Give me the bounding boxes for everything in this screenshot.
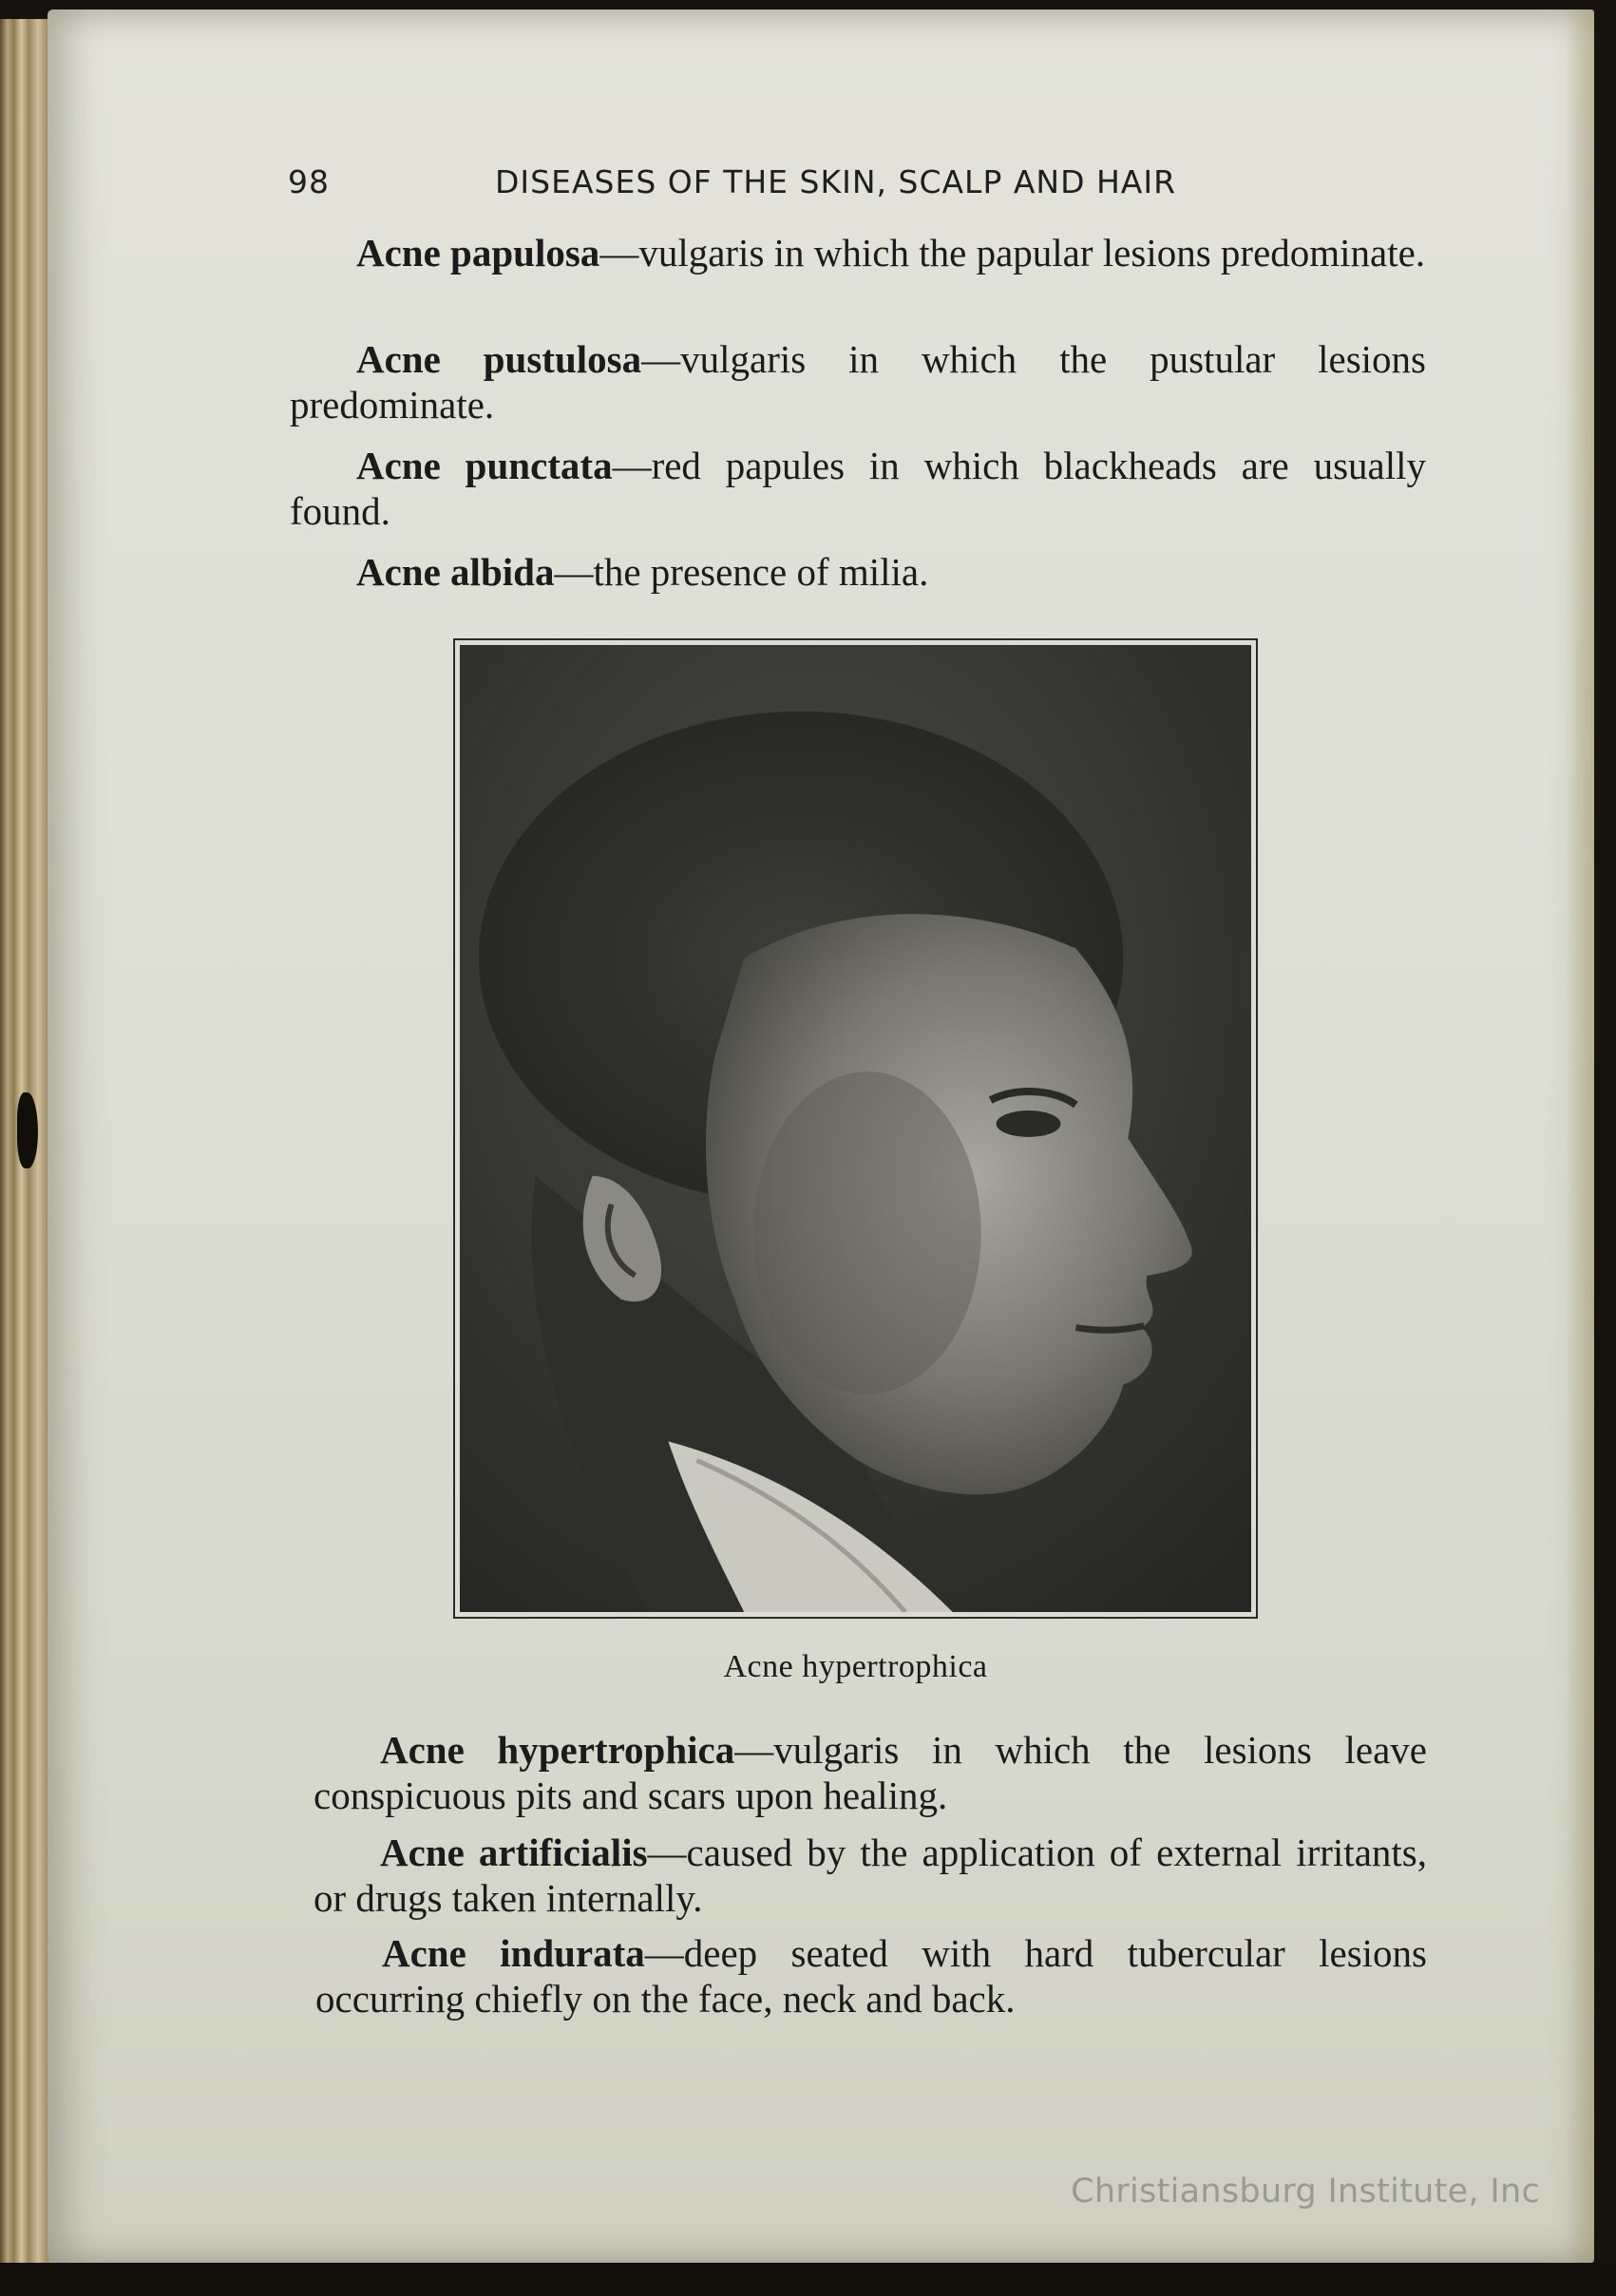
entry-term: Acne indurata — [382, 1931, 645, 1975]
entry-acne-indurata — [315, 1930, 1427, 2021]
entry-acne-papulosa — [290, 230, 1426, 275]
entry-acne-artificialis — [314, 1830, 1427, 1921]
watermark-text: Christiansburg Institute, Inc — [1071, 2173, 1540, 2211]
figure-caption: Acne hypertrophica — [723, 1649, 988, 1684]
entry-acne-pustulosa — [290, 336, 1426, 427]
entry-definition: —vulgaris in which the pustular lesions predominate. — [290, 337, 1427, 427]
page-number: 98 — [288, 163, 330, 200]
running-head — [288, 163, 1209, 205]
entry-acne-hypertrophica — [314, 1727, 1427, 1818]
running-head-title: DISEASES OF THE SKIN, SCALP AND HAIR — [495, 163, 1177, 200]
entry-definition: —red papules in which blackheads are usually found. — [290, 444, 1426, 533]
entry-term: Acne hypertrophica — [380, 1728, 735, 1772]
entry-acne-punctata — [290, 443, 1426, 534]
entry-term: Acne pustulosa — [356, 337, 642, 381]
entry-definition: —vulgaris in which the papular lesions predominate. — [599, 231, 1426, 275]
portrait-photo — [460, 645, 1251, 1612]
photograph-figure — [453, 638, 1258, 1619]
entry-acne-albida — [290, 549, 1426, 595]
entry-definition: —vulgaris in which the lesions leave conspicuous pits and scars upon healing. — [314, 1728, 1427, 1817]
entry-term: Acne artificialis — [380, 1831, 648, 1874]
page-edge-shading — [1566, 9, 1594, 2263]
entry-definition: —the presence of milia. — [554, 550, 929, 594]
scan-bottom-border — [0, 2263, 1616, 2296]
entry-definition: —caused by the application of external irritants, or drugs taken internally. — [314, 1831, 1427, 1920]
entry-term: Acne albida — [356, 550, 555, 594]
entry-term: Acne punctata — [356, 444, 613, 487]
entry-definition: —deep seated with hard tubercular lesions occurring chiefly on the face, neck and back. — [315, 1931, 1427, 2021]
binding-mark — [17, 1092, 38, 1168]
entry-term: Acne papulosa — [356, 231, 600, 275]
